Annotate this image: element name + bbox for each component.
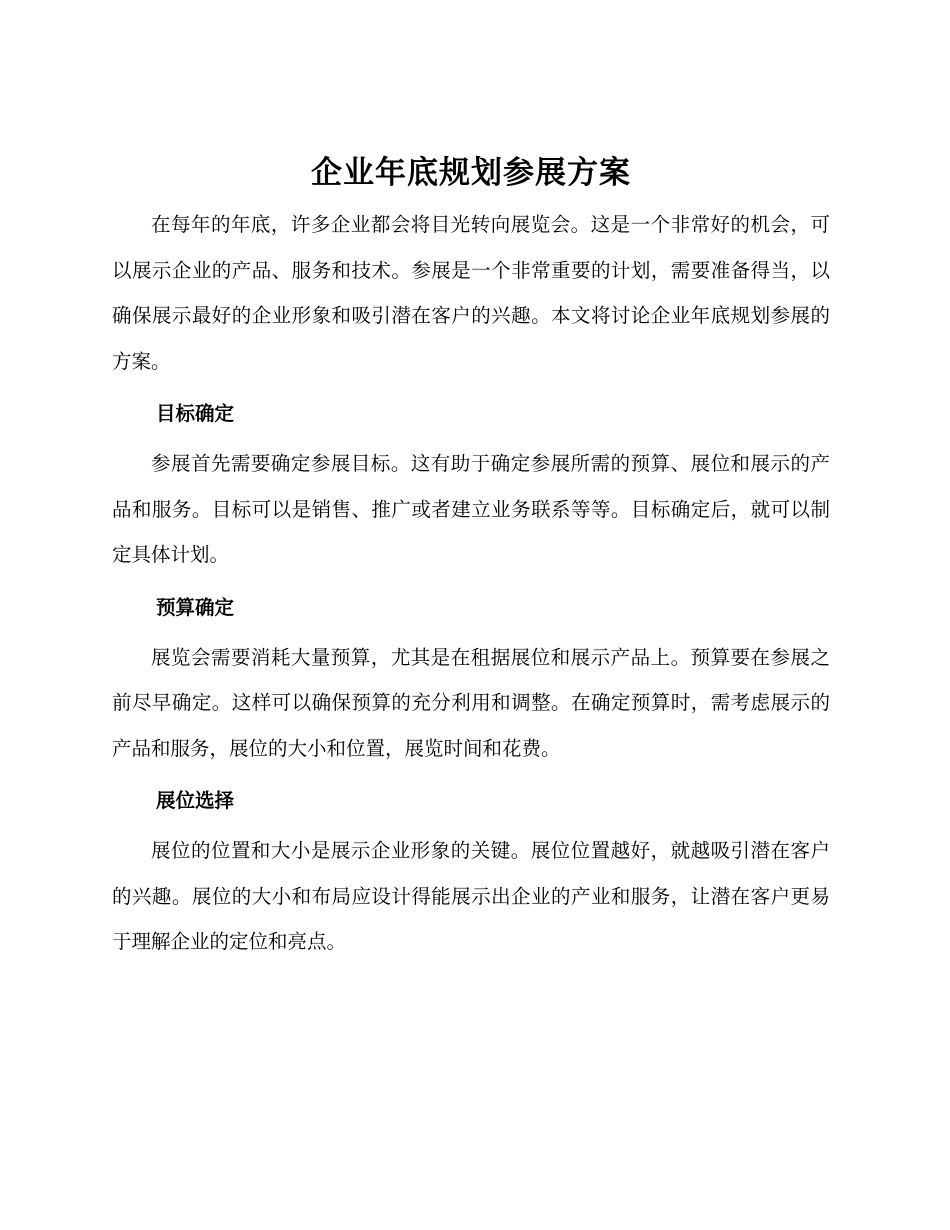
document-page <box>112 150 830 965</box>
section-heading-booth: 展位选择 <box>156 789 235 812</box>
section-heading-goals: 目标确定 <box>156 402 235 425</box>
section-body-booth: 展位的位置和大小是展示企业形象的关键。展位位置越好，就越吸引潜在客户的兴趣。展位的大小和布局应设计得能展示出企业的产业和服务，让潜在客户更易于理解企业的定位和亮点。 <box>112 839 830 953</box>
section-body-goals: 参展首先需要确定参展目标。这有助于确定参展所需的预算、展位和展示的产品和服务。目标可以是销售、推广或者建立业务联系等等。目标确定后，就可以制定具体计划。 <box>112 452 830 566</box>
section-body-budget: 展览会需要消耗大量预算，尤其是在租据展位和展示产品上。预算要在参展之前尽早确定。这样可以确保预算的充分利用和调整。在确定预算时，需考虑展示的产品和服务，展位的大小和位置，展览时间和花费。 <box>112 645 830 760</box>
intro-paragraph: 在每年的年底，许多企业都会将目光转向展览会。这是一个非常好的机会，可以展示企业的产品、服务和技术。参展是一个非常重要的计划，需要准备得当，以确保展示最好的企业形象和吸引潜在客户的兴趣。本文将讨论企业年底规划参展的方案。 <box>112 213 830 373</box>
section-heading-budget: 预算确定 <box>156 595 235 619</box>
document-title: 企业年底规划参展方案 <box>311 155 631 191</box>
